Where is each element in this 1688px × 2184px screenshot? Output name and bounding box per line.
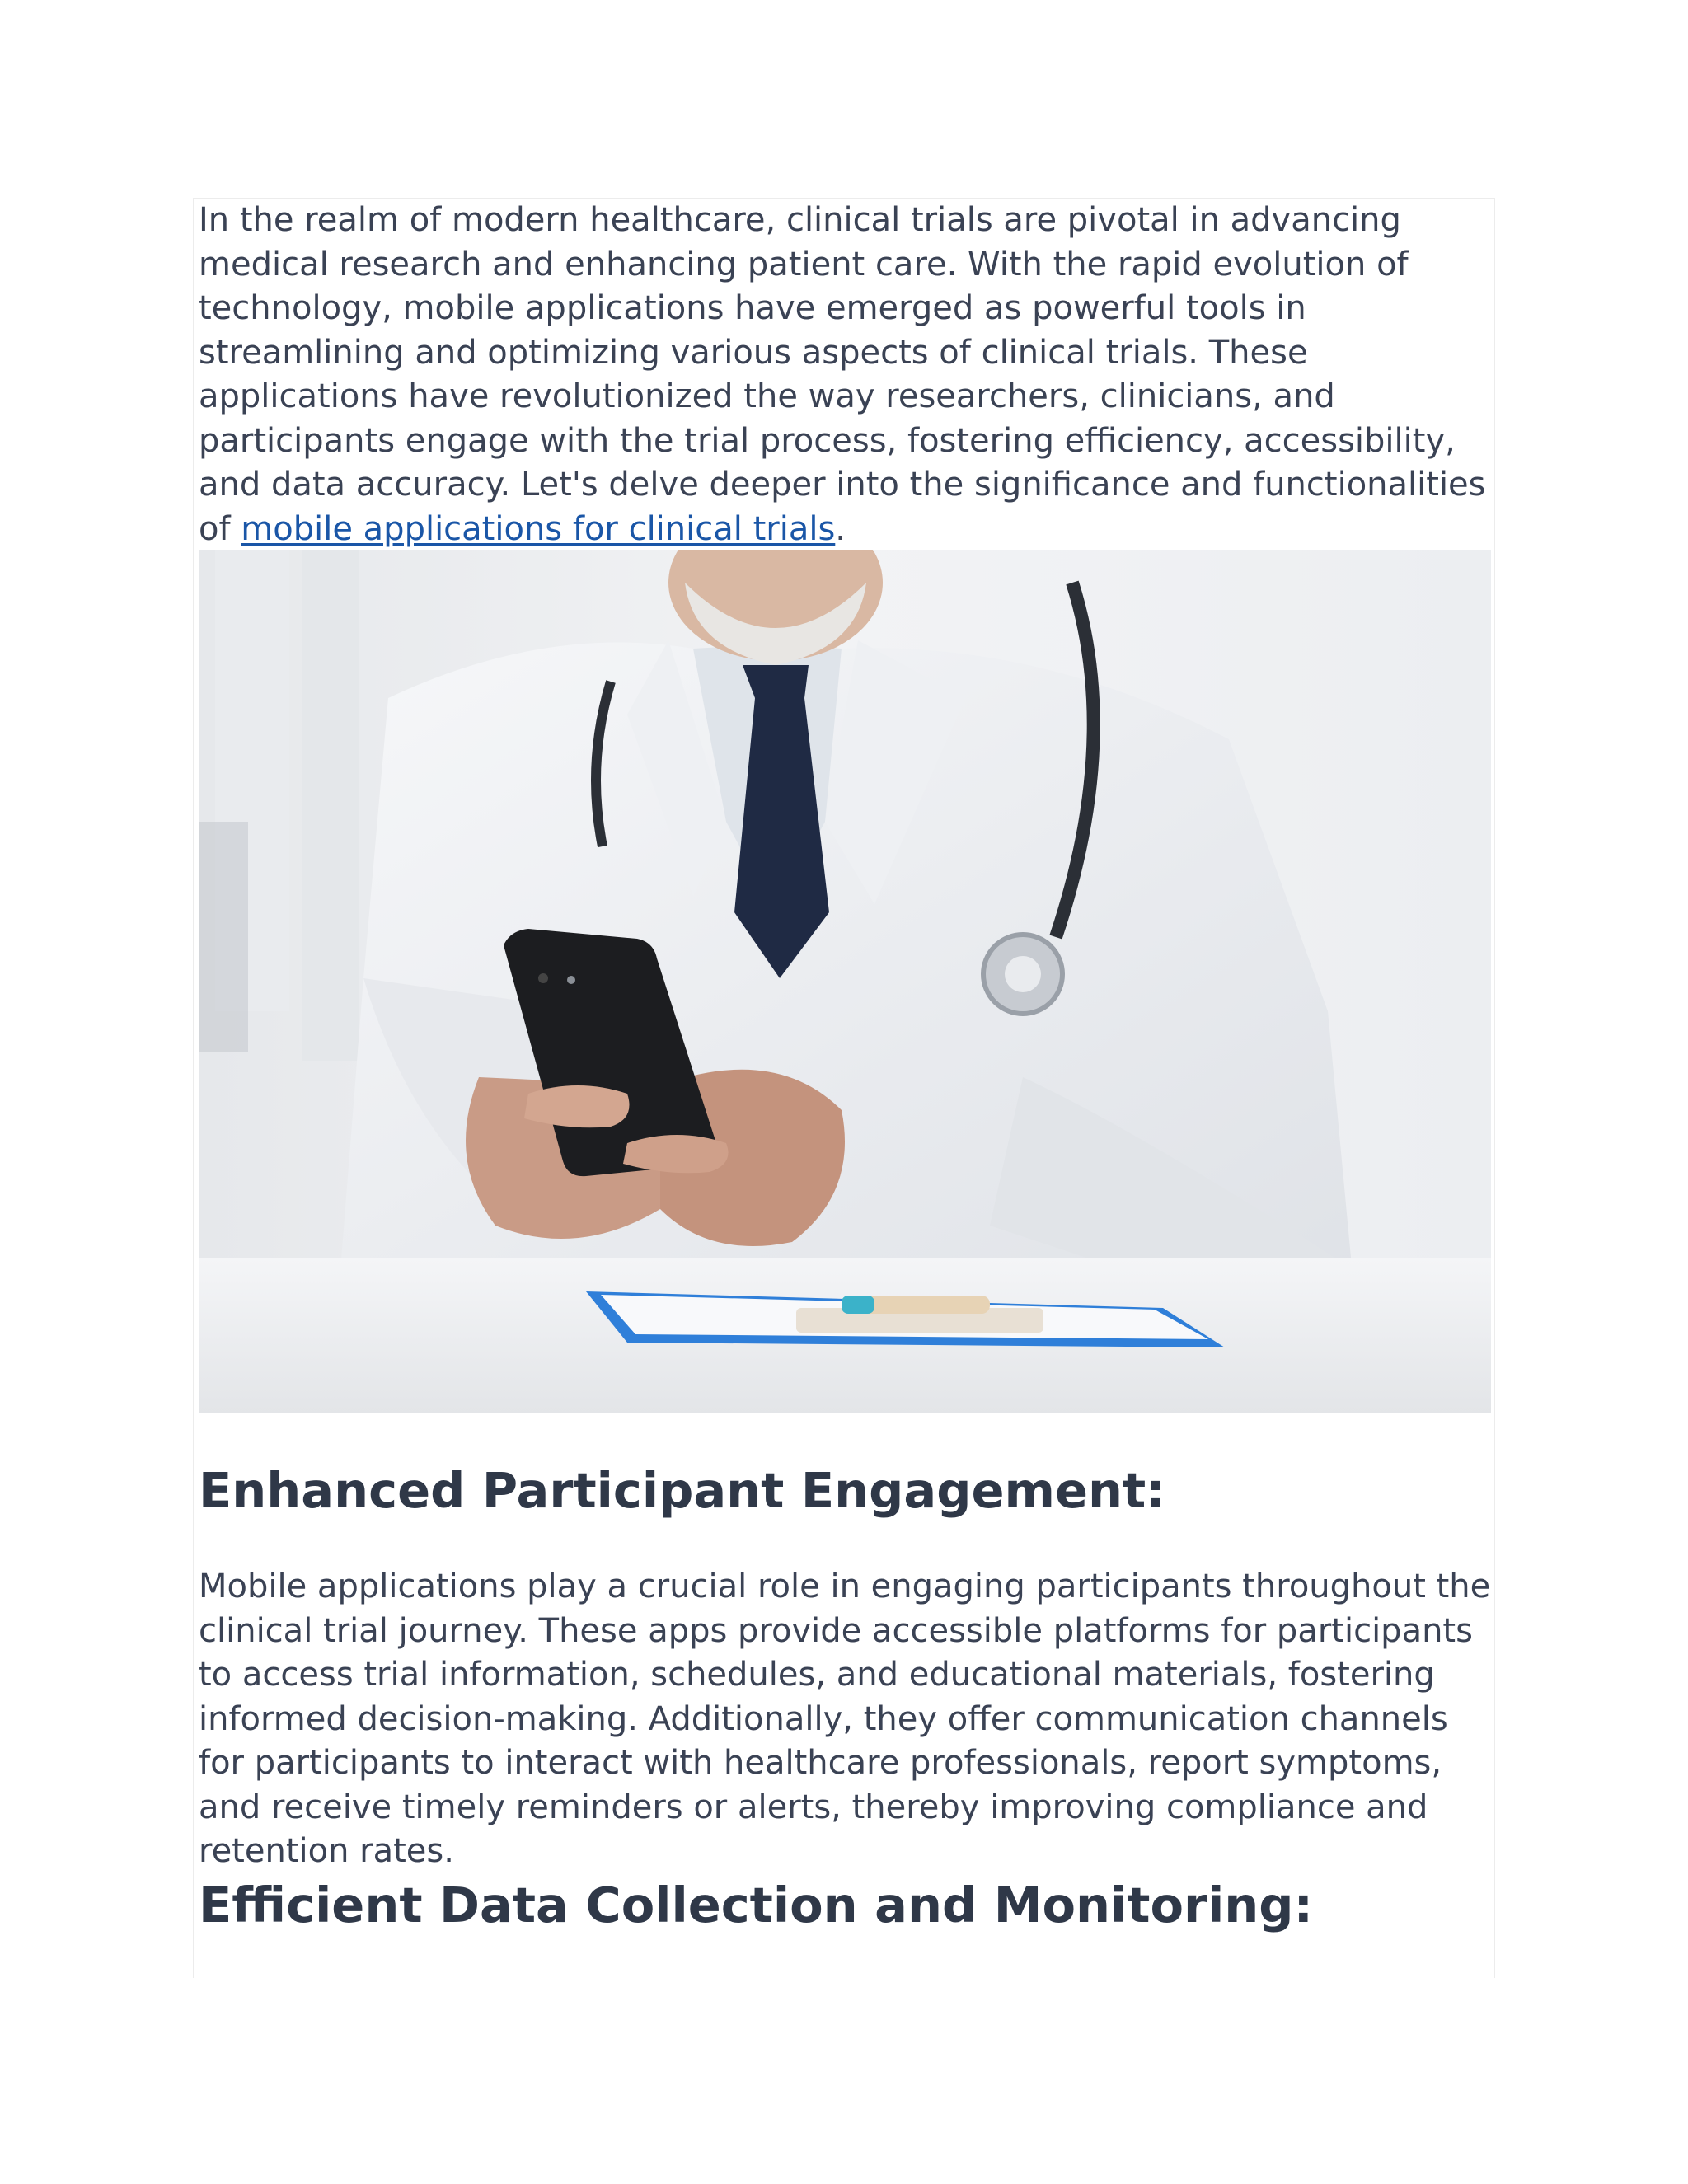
section-body-participant-engagement: Mobile applications play a crucial role in engaging participants throughout the clinical trial journey. These apps provide accessible platforms for participants to access trial information, schedules, and educational materials, fostering informed decision-making. Additionally, they offer communication channels for participants to interact with healthcare professionals, report symptoms, and receive timely reminders or alerts, thereby improving compliance and retention rates. [199, 1568, 1491, 1870]
intro-text: In the realm of modern healthcare, clinical trials are pivotal in advancing medical research and enhancing patient care. With the rapid evolution of technology, mobile applications have emerged as powerful tools in streamlining and optimizing various aspects of clinical trials. These applications have revolutionized the way researchers, clinicians, and participants engage with the trial process, fostering efficiency, accessibility, and data accuracy. Let's delve deeper into the significance and functionalities of [199, 201, 1486, 548]
section-heading-data-collection: Efficient Data Collection and Monitoring: [199, 1877, 1314, 1933]
intro-paragraph [199, 199, 1493, 551]
clinical-trials-apps-link[interactable]: mobile applications for clinical trials [241, 509, 836, 548]
section-heading-participant-engagement: Enhanced Participant Engagement: [199, 1462, 1165, 1519]
article-container [193, 198, 1495, 1978]
doctor-with-phone-image [199, 550, 1491, 1413]
intro-suffix: . [835, 509, 846, 548]
